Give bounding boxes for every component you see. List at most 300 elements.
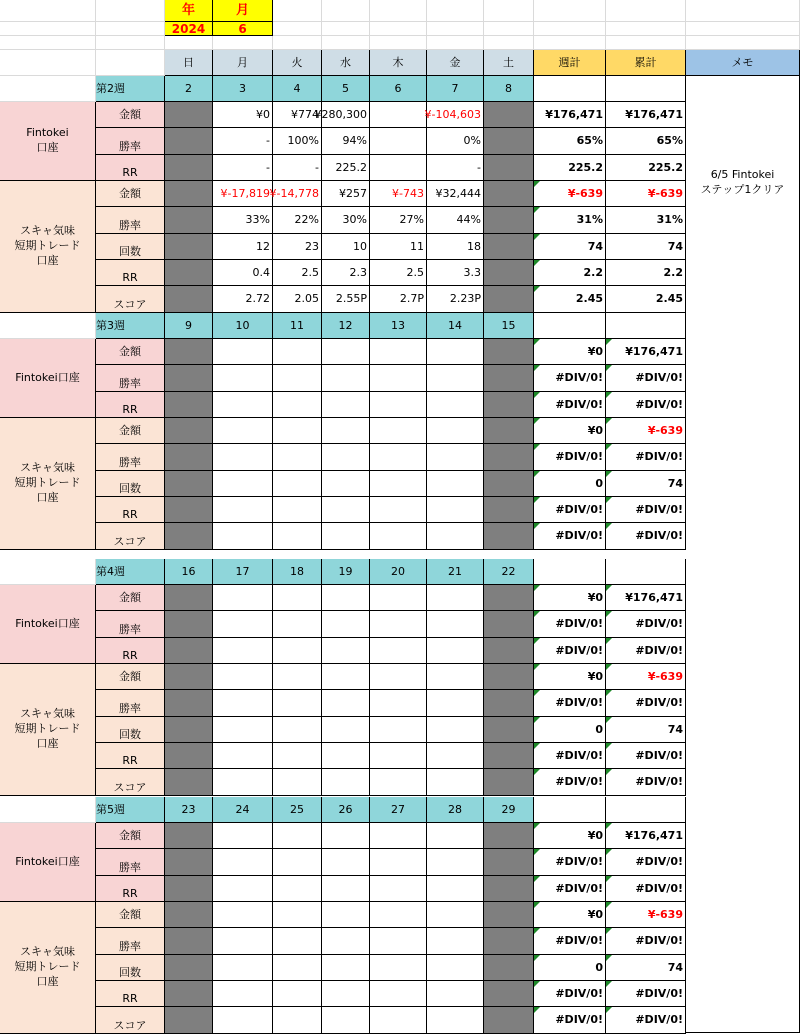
fintokei-rr-day-5[interactable] xyxy=(427,638,484,664)
fintokei-winrate-day-3[interactable]: 94% xyxy=(322,128,370,154)
scalp-count-day-4[interactable] xyxy=(370,717,427,743)
scalp-winrate-label[interactable]: 勝率 xyxy=(96,690,165,716)
header-corner[interactable] xyxy=(0,50,96,76)
scalp-score-cumulative[interactable]: #DIV/0! xyxy=(606,523,686,549)
scalp-rr-day-2[interactable] xyxy=(273,743,322,769)
cell[interactable] xyxy=(273,0,322,22)
fintokei-winrate-day-5[interactable] xyxy=(427,611,484,637)
fintokei-winrate-day-3[interactable] xyxy=(322,365,370,391)
cell[interactable] xyxy=(273,36,322,50)
month-label[interactable]: 月 xyxy=(213,0,273,22)
scalp-rr-day-5[interactable] xyxy=(427,981,484,1007)
scalp-count-day-2[interactable] xyxy=(273,471,322,497)
cell[interactable] xyxy=(96,22,165,36)
scalp-count-day-2[interactable] xyxy=(273,955,322,981)
cell[interactable] xyxy=(0,36,96,50)
scalp-score-day-5[interactable] xyxy=(427,523,484,549)
scalp-rr-day-6[interactable] xyxy=(484,981,534,1007)
date-cell[interactable]: 16 xyxy=(165,559,213,585)
scalp-amount-cumulative[interactable]: ¥-639 xyxy=(606,664,686,690)
scalp-count-label[interactable]: 回数 xyxy=(96,955,165,981)
scalp-amount-day-5[interactable]: ¥32,444 xyxy=(427,181,484,207)
scalp-rr-day-2[interactable]: 2.5 xyxy=(273,260,322,286)
scalp-rr-cumulative[interactable]: #DIV/0! xyxy=(606,981,686,1007)
fintokei-winrate-day-5[interactable] xyxy=(427,365,484,391)
scalp-score-day-5[interactable] xyxy=(427,1007,484,1033)
date-cell[interactable]: 5 xyxy=(322,76,370,102)
scalp-winrate-day-6[interactable] xyxy=(484,444,534,470)
fintokei-amount-label[interactable]: 金額 xyxy=(96,823,165,849)
fintokei-winrate-cumulative[interactable]: 65% xyxy=(606,128,686,154)
fintokei-account-label[interactable]: Fintokei口座 xyxy=(0,339,96,418)
fintokei-rr-day-4[interactable] xyxy=(370,392,427,418)
fintokei-winrate-day-1[interactable] xyxy=(213,611,273,637)
scalp-count-day-6[interactable] xyxy=(484,955,534,981)
scalp-count-day-0[interactable] xyxy=(165,717,213,743)
fintokei-amount-day-0[interactable] xyxy=(165,339,213,365)
date-cell[interactable]: 22 xyxy=(484,559,534,585)
scalp-amount-day-0[interactable] xyxy=(165,181,213,207)
scalp-winrate-day-1[interactable] xyxy=(213,690,273,716)
scalp-amount-day-6[interactable] xyxy=(484,181,534,207)
scalp-amount-day-4[interactable] xyxy=(370,418,427,444)
scalp-amount-label[interactable]: 金額 xyxy=(96,664,165,690)
scalp-winrate-day-0[interactable] xyxy=(165,690,213,716)
cell[interactable] xyxy=(606,0,686,22)
scalp-count-day-1[interactable] xyxy=(213,717,273,743)
scalp-winrate-day-3[interactable] xyxy=(322,690,370,716)
year-value[interactable]: 2024 xyxy=(165,22,213,36)
scalp-amount-cumulative[interactable]: ¥-639 xyxy=(606,418,686,444)
fintokei-amount-day-3[interactable] xyxy=(322,585,370,611)
fintokei-amount-week-total[interactable]: ¥0 xyxy=(534,585,606,611)
scalp-count-day-4[interactable] xyxy=(370,955,427,981)
scalp-amount-day-6[interactable] xyxy=(484,418,534,444)
date-cell[interactable]: 19 xyxy=(322,559,370,585)
scalp-count-day-5[interactable] xyxy=(427,955,484,981)
scalp-rr-day-4[interactable]: 2.5 xyxy=(370,260,427,286)
scalp-amount-day-0[interactable] xyxy=(165,664,213,690)
fintokei-winrate-cumulative[interactable]: #DIV/0! xyxy=(606,849,686,875)
scalp-rr-day-3[interactable] xyxy=(322,981,370,1007)
scalp-rr-day-1[interactable] xyxy=(213,981,273,1007)
scalp-score-day-5[interactable]: 2.23P xyxy=(427,286,484,312)
fintokei-amount-week-total[interactable]: ¥0 xyxy=(534,339,606,365)
scalp-rr-day-3[interactable]: 2.3 xyxy=(322,260,370,286)
scalp-winrate-day-5[interactable] xyxy=(427,444,484,470)
scalp-rr-day-6[interactable] xyxy=(484,743,534,769)
cell[interactable] xyxy=(534,0,606,22)
week-row-blank[interactable] xyxy=(0,76,96,102)
scalp-count-label[interactable]: 回数 xyxy=(96,234,165,260)
date-cell[interactable]: 29 xyxy=(484,797,534,823)
scalp-amount-cumulative[interactable]: ¥-639 xyxy=(606,902,686,928)
scalp-rr-cumulative[interactable]: #DIV/0! xyxy=(606,743,686,769)
fintokei-amount-cumulative[interactable]: ¥176,471 xyxy=(606,585,686,611)
cell[interactable] xyxy=(427,36,484,50)
scalp-account-label[interactable]: スキャ気味 短期トレード 口座 xyxy=(0,418,96,550)
scalp-rr-day-2[interactable] xyxy=(273,497,322,523)
scalp-amount-day-6[interactable] xyxy=(484,902,534,928)
scalp-count-day-6[interactable] xyxy=(484,471,534,497)
day-header-1[interactable]: 月 xyxy=(213,50,273,76)
scalp-score-cumulative[interactable]: 2.45 xyxy=(606,286,686,312)
scalp-score-cumulative[interactable]: #DIV/0! xyxy=(606,769,686,795)
fintokei-rr-day-4[interactable] xyxy=(370,638,427,664)
fintokei-amount-day-2[interactable] xyxy=(273,585,322,611)
scalp-rr-label[interactable]: RR xyxy=(96,260,165,286)
fintokei-amount-cumulative[interactable]: ¥176,471 xyxy=(606,823,686,849)
week-row-blank[interactable] xyxy=(0,313,96,339)
scalp-winrate-week-total[interactable]: #DIV/0! xyxy=(534,444,606,470)
scalp-rr-cumulative[interactable]: 2.2 xyxy=(606,260,686,286)
scalp-score-day-6[interactable] xyxy=(484,1007,534,1033)
fintokei-winrate-day-0[interactable] xyxy=(165,365,213,391)
cell[interactable] xyxy=(427,0,484,22)
week-row-blank[interactable] xyxy=(0,797,96,823)
fintokei-winrate-day-3[interactable] xyxy=(322,611,370,637)
date-cell[interactable]: 20 xyxy=(370,559,427,585)
scalp-amount-label[interactable]: 金額 xyxy=(96,902,165,928)
scalp-count-day-4[interactable]: 11 xyxy=(370,234,427,260)
cell[interactable] xyxy=(213,36,273,50)
scalp-winrate-day-3[interactable] xyxy=(322,928,370,954)
scalp-score-day-0[interactable] xyxy=(165,523,213,549)
scalp-score-week-total[interactable]: #DIV/0! xyxy=(534,1007,606,1033)
scalp-winrate-week-total[interactable]: #DIV/0! xyxy=(534,690,606,716)
fintokei-amount-day-6[interactable] xyxy=(484,823,534,849)
scalp-amount-day-3[interactable] xyxy=(322,418,370,444)
scalp-count-day-3[interactable] xyxy=(322,717,370,743)
scalp-score-day-6[interactable] xyxy=(484,523,534,549)
scalp-count-week-total[interactable]: 0 xyxy=(534,471,606,497)
scalp-score-week-total[interactable]: #DIV/0! xyxy=(534,769,606,795)
scalp-score-day-6[interactable] xyxy=(484,286,534,312)
fintokei-amount-day-3[interactable] xyxy=(322,339,370,365)
scalp-rr-day-0[interactable] xyxy=(165,981,213,1007)
fintokei-amount-day-1[interactable] xyxy=(213,339,273,365)
scalp-winrate-day-0[interactable] xyxy=(165,928,213,954)
date-cell[interactable]: 23 xyxy=(165,797,213,823)
cell[interactable] xyxy=(484,22,534,36)
scalp-rr-day-5[interactable]: 3.3 xyxy=(427,260,484,286)
cell[interactable] xyxy=(322,36,370,50)
cell[interactable] xyxy=(0,22,96,36)
scalp-score-cumulative[interactable]: #DIV/0! xyxy=(606,1007,686,1033)
date-cell[interactable]: 21 xyxy=(427,559,484,585)
fintokei-rr-day-0[interactable] xyxy=(165,155,213,181)
cell[interactable] xyxy=(534,22,606,36)
scalp-amount-day-4[interactable] xyxy=(370,664,427,690)
scalp-rr-label[interactable]: RR xyxy=(96,497,165,523)
date-cell[interactable]: 3 xyxy=(213,76,273,102)
month-value[interactable]: 6 xyxy=(213,22,273,36)
scalp-count-week-total[interactable]: 0 xyxy=(534,717,606,743)
cell[interactable] xyxy=(165,36,213,50)
cell[interactable] xyxy=(606,36,686,50)
scalp-amount-day-1[interactable] xyxy=(213,902,273,928)
week-row-total-blank[interactable] xyxy=(534,76,606,102)
scalp-count-day-2[interactable] xyxy=(273,717,322,743)
fintokei-winrate-day-2[interactable] xyxy=(273,611,322,637)
fintokei-account-label[interactable]: Fintokei口座 xyxy=(0,585,96,664)
scalp-rr-day-2[interactable] xyxy=(273,981,322,1007)
scalp-score-day-3[interactable] xyxy=(322,769,370,795)
fintokei-rr-label[interactable]: RR xyxy=(96,155,165,181)
scalp-rr-day-0[interactable] xyxy=(165,260,213,286)
fintokei-rr-day-4[interactable] xyxy=(370,155,427,181)
cell[interactable] xyxy=(370,22,427,36)
fintokei-amount-day-6[interactable] xyxy=(484,102,534,128)
scalp-score-label[interactable]: スコア xyxy=(96,1007,165,1033)
scalp-winrate-day-6[interactable] xyxy=(484,690,534,716)
week-label[interactable]: 第5週 xyxy=(96,797,165,823)
fintokei-rr-day-5[interactable] xyxy=(427,392,484,418)
memo-header[interactable]: メモ xyxy=(686,50,800,76)
fintokei-winrate-day-0[interactable] xyxy=(165,849,213,875)
cell[interactable] xyxy=(686,36,800,50)
scalp-account-label[interactable]: スキャ気味 短期トレード 口座 xyxy=(0,181,96,313)
scalp-amount-day-2[interactable] xyxy=(273,664,322,690)
scalp-winrate-day-2[interactable] xyxy=(273,690,322,716)
cell[interactable] xyxy=(686,0,800,22)
scalp-account-label[interactable]: スキャ気味 短期トレード 口座 xyxy=(0,902,96,1034)
scalp-rr-day-4[interactable] xyxy=(370,981,427,1007)
fintokei-rr-day-5[interactable]: - xyxy=(427,155,484,181)
fintokei-rr-day-3[interactable] xyxy=(322,638,370,664)
scalp-count-label[interactable]: 回数 xyxy=(96,717,165,743)
scalp-rr-day-1[interactable] xyxy=(213,497,273,523)
scalp-amount-day-4[interactable]: ¥-743 xyxy=(370,181,427,207)
week-row-total-blank[interactable] xyxy=(534,559,606,585)
scalp-count-day-1[interactable] xyxy=(213,955,273,981)
scalp-score-label[interactable]: スコア xyxy=(96,523,165,549)
fintokei-rr-day-2[interactable] xyxy=(273,876,322,902)
scalp-winrate-cumulative[interactable]: #DIV/0! xyxy=(606,444,686,470)
scalp-score-day-1[interactable]: 2.72 xyxy=(213,286,273,312)
fintokei-rr-cumulative[interactable]: #DIV/0! xyxy=(606,876,686,902)
date-cell[interactable]: 10 xyxy=(213,313,273,339)
scalp-rr-day-4[interactable] xyxy=(370,497,427,523)
scalp-amount-week-total[interactable]: ¥-639 xyxy=(534,181,606,207)
fintokei-rr-week-total[interactable]: #DIV/0! xyxy=(534,876,606,902)
fintokei-winrate-week-total[interactable]: #DIV/0! xyxy=(534,611,606,637)
fintokei-amount-day-4[interactable] xyxy=(370,823,427,849)
scalp-count-week-total[interactable]: 0 xyxy=(534,955,606,981)
scalp-score-day-2[interactable] xyxy=(273,523,322,549)
fintokei-rr-day-3[interactable] xyxy=(322,876,370,902)
scalp-winrate-day-3[interactable]: 30% xyxy=(322,207,370,233)
scalp-amount-label[interactable]: 金額 xyxy=(96,418,165,444)
date-cell[interactable]: 4 xyxy=(273,76,322,102)
scalp-amount-day-5[interactable] xyxy=(427,902,484,928)
scalp-amount-day-2[interactable] xyxy=(273,418,322,444)
week-row-total-blank[interactable] xyxy=(534,797,606,823)
scalp-count-day-3[interactable] xyxy=(322,955,370,981)
scalp-score-label[interactable]: スコア xyxy=(96,769,165,795)
week-row-cum-blank[interactable] xyxy=(606,559,686,585)
scalp-amount-day-6[interactable] xyxy=(484,664,534,690)
fintokei-rr-day-6[interactable] xyxy=(484,876,534,902)
scalp-score-day-6[interactable] xyxy=(484,769,534,795)
date-cell[interactable]: 14 xyxy=(427,313,484,339)
scalp-rr-day-3[interactable] xyxy=(322,497,370,523)
scalp-amount-week-total[interactable]: ¥0 xyxy=(534,664,606,690)
fintokei-winrate-day-1[interactable] xyxy=(213,849,273,875)
fintokei-rr-day-3[interactable]: 225.2 xyxy=(322,155,370,181)
year-label[interactable]: 年 xyxy=(165,0,213,22)
fintokei-rr-label[interactable]: RR xyxy=(96,876,165,902)
scalp-score-day-5[interactable] xyxy=(427,769,484,795)
week-total-header[interactable]: 週計 xyxy=(534,50,606,76)
scalp-score-day-3[interactable]: 2.55P xyxy=(322,286,370,312)
fintokei-winrate-day-4[interactable] xyxy=(370,611,427,637)
scalp-rr-week-total[interactable]: 2.2 xyxy=(534,260,606,286)
scalp-score-label[interactable]: スコア xyxy=(96,286,165,312)
fintokei-amount-day-5[interactable] xyxy=(427,339,484,365)
week-label[interactable]: 第2週 xyxy=(96,76,165,102)
date-cell[interactable]: 13 xyxy=(370,313,427,339)
fintokei-winrate-day-0[interactable] xyxy=(165,611,213,637)
scalp-score-day-0[interactable] xyxy=(165,1007,213,1033)
date-cell[interactable]: 11 xyxy=(273,313,322,339)
scalp-score-day-0[interactable] xyxy=(165,286,213,312)
scalp-account-label[interactable]: スキャ気味 短期トレード 口座 xyxy=(0,664,96,796)
scalp-count-day-5[interactable]: 18 xyxy=(427,234,484,260)
scalp-score-day-2[interactable] xyxy=(273,1007,322,1033)
scalp-amount-day-1[interactable]: ¥-17,819 xyxy=(213,181,273,207)
scalp-count-week-total[interactable]: 74 xyxy=(534,234,606,260)
cell[interactable] xyxy=(322,22,370,36)
fintokei-winrate-label[interactable]: 勝率 xyxy=(96,128,165,154)
scalp-score-day-4[interactable] xyxy=(370,769,427,795)
fintokei-winrate-label[interactable]: 勝率 xyxy=(96,611,165,637)
fintokei-rr-day-1[interactable] xyxy=(213,876,273,902)
scalp-count-day-6[interactable] xyxy=(484,717,534,743)
fintokei-rr-week-total[interactable]: 225.2 xyxy=(534,155,606,181)
fintokei-winrate-day-2[interactable]: 100% xyxy=(273,128,322,154)
scalp-score-day-4[interactable] xyxy=(370,1007,427,1033)
scalp-count-day-0[interactable] xyxy=(165,471,213,497)
fintokei-amount-day-0[interactable] xyxy=(165,585,213,611)
scalp-count-cumulative[interactable]: 74 xyxy=(606,471,686,497)
scalp-winrate-cumulative[interactable]: 31% xyxy=(606,207,686,233)
fintokei-account-label[interactable]: Fintokei口座 xyxy=(0,823,96,902)
fintokei-rr-cumulative[interactable]: #DIV/0! xyxy=(606,638,686,664)
fintokei-winrate-day-2[interactable] xyxy=(273,849,322,875)
fintokei-winrate-day-3[interactable] xyxy=(322,849,370,875)
fintokei-amount-cumulative[interactable]: ¥176,471 xyxy=(606,102,686,128)
scalp-score-day-2[interactable]: 2.05 xyxy=(273,286,322,312)
cell[interactable] xyxy=(484,36,534,50)
scalp-rr-day-1[interactable]: 0.4 xyxy=(213,260,273,286)
scalp-winrate-label[interactable]: 勝率 xyxy=(96,444,165,470)
scalp-winrate-day-5[interactable] xyxy=(427,690,484,716)
fintokei-rr-day-2[interactable]: - xyxy=(273,155,322,181)
scalp-count-day-2[interactable]: 23 xyxy=(273,234,322,260)
fintokei-amount-day-2[interactable]: ¥774 xyxy=(273,102,322,128)
scalp-count-cumulative[interactable]: 74 xyxy=(606,717,686,743)
fintokei-winrate-day-5[interactable]: 0% xyxy=(427,128,484,154)
scalp-rr-day-1[interactable] xyxy=(213,743,273,769)
fintokei-rr-day-0[interactable] xyxy=(165,392,213,418)
fintokei-winrate-day-6[interactable] xyxy=(484,611,534,637)
date-cell[interactable]: 18 xyxy=(273,559,322,585)
date-cell[interactable]: 28 xyxy=(427,797,484,823)
fintokei-amount-day-4[interactable] xyxy=(370,339,427,365)
day-header-5[interactable]: 金 xyxy=(427,50,484,76)
fintokei-rr-day-0[interactable] xyxy=(165,876,213,902)
fintokei-amount-day-6[interactable] xyxy=(484,585,534,611)
fintokei-rr-day-4[interactable] xyxy=(370,876,427,902)
date-cell[interactable]: 24 xyxy=(213,797,273,823)
fintokei-rr-cumulative[interactable]: 225.2 xyxy=(606,155,686,181)
fintokei-winrate-day-4[interactable] xyxy=(370,849,427,875)
week-row-cum-blank[interactable] xyxy=(606,313,686,339)
fintokei-rr-day-0[interactable] xyxy=(165,638,213,664)
scalp-amount-day-0[interactable] xyxy=(165,902,213,928)
day-header-0[interactable]: 日 xyxy=(165,50,213,76)
fintokei-amount-day-5[interactable]: ¥-104,603 xyxy=(427,102,484,128)
scalp-amount-cumulative[interactable]: ¥-639 xyxy=(606,181,686,207)
fintokei-winrate-day-1[interactable]: - xyxy=(213,128,273,154)
fintokei-winrate-label[interactable]: 勝率 xyxy=(96,849,165,875)
fintokei-rr-week-total[interactable]: #DIV/0! xyxy=(534,392,606,418)
scalp-winrate-day-1[interactable] xyxy=(213,928,273,954)
fintokei-winrate-day-4[interactable] xyxy=(370,365,427,391)
scalp-winrate-day-0[interactable] xyxy=(165,207,213,233)
week-row-blank[interactable] xyxy=(0,559,96,585)
scalp-score-day-0[interactable] xyxy=(165,769,213,795)
scalp-amount-day-3[interactable]: ¥257 xyxy=(322,181,370,207)
fintokei-rr-day-3[interactable] xyxy=(322,392,370,418)
fintokei-amount-day-1[interactable] xyxy=(213,585,273,611)
scalp-winrate-day-0[interactable] xyxy=(165,444,213,470)
cell[interactable] xyxy=(273,22,322,36)
date-cell[interactable]: 2 xyxy=(165,76,213,102)
week-label[interactable]: 第3週 xyxy=(96,313,165,339)
scalp-winrate-day-1[interactable] xyxy=(213,444,273,470)
date-cell[interactable]: 26 xyxy=(322,797,370,823)
scalp-rr-day-5[interactable] xyxy=(427,743,484,769)
scalp-winrate-day-2[interactable]: 22% xyxy=(273,207,322,233)
fintokei-winrate-week-total[interactable]: 65% xyxy=(534,128,606,154)
scalp-score-day-4[interactable] xyxy=(370,523,427,549)
cell[interactable] xyxy=(427,22,484,36)
scalp-winrate-day-1[interactable]: 33% xyxy=(213,207,273,233)
date-cell[interactable]: 7 xyxy=(427,76,484,102)
scalp-count-day-1[interactable]: 12 xyxy=(213,234,273,260)
cumulative-header[interactable]: 累計 xyxy=(606,50,686,76)
scalp-count-cumulative[interactable]: 74 xyxy=(606,955,686,981)
fintokei-winrate-day-4[interactable] xyxy=(370,128,427,154)
scalp-winrate-label[interactable]: 勝率 xyxy=(96,928,165,954)
week-label[interactable]: 第4週 xyxy=(96,559,165,585)
cell[interactable] xyxy=(606,22,686,36)
scalp-winrate-cumulative[interactable]: #DIV/0! xyxy=(606,928,686,954)
fintokei-amount-day-5[interactable] xyxy=(427,585,484,611)
date-cell[interactable]: 6 xyxy=(370,76,427,102)
fintokei-winrate-day-1[interactable] xyxy=(213,365,273,391)
fintokei-winrate-day-6[interactable] xyxy=(484,849,534,875)
scalp-amount-day-3[interactable] xyxy=(322,664,370,690)
fintokei-winrate-day-2[interactable] xyxy=(273,365,322,391)
scalp-rr-label[interactable]: RR xyxy=(96,743,165,769)
scalp-winrate-day-6[interactable] xyxy=(484,207,534,233)
scalp-winrate-week-total[interactable]: #DIV/0! xyxy=(534,928,606,954)
fintokei-amount-label[interactable]: 金額 xyxy=(96,339,165,365)
scalp-rr-week-total[interactable]: #DIV/0! xyxy=(534,497,606,523)
